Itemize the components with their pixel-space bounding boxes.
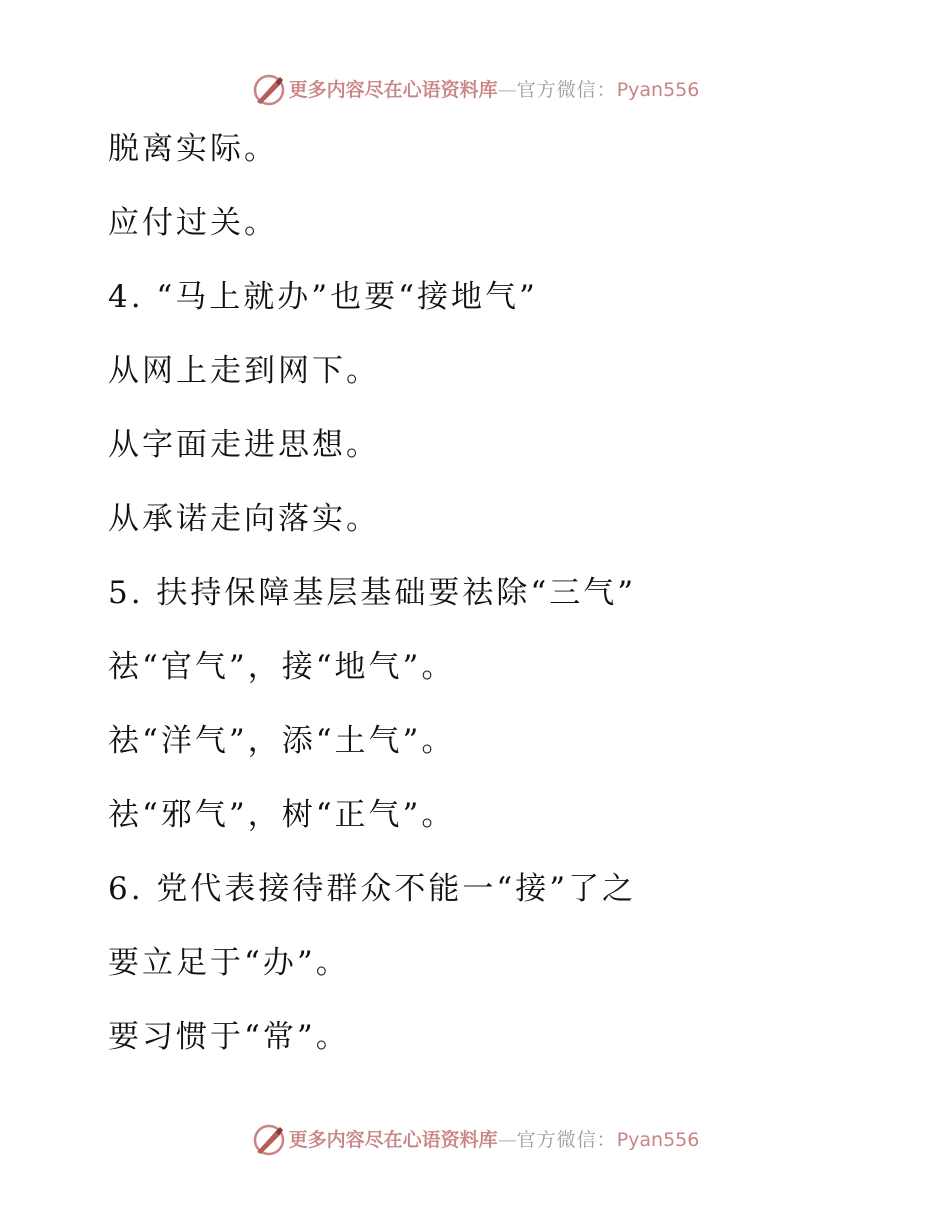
watermark-dash: — <box>497 1129 517 1151</box>
watermark-wechat-id: Pyan556 <box>616 79 700 101</box>
header-watermark <box>0 72 950 108</box>
watermark-dash: — <box>497 79 517 101</box>
section-heading: 6. 党代表接待群众不能一“接”了之 <box>108 871 637 907</box>
text-line: 脱离实际。 <box>108 131 278 167</box>
watermark-official-label: 官方微信： <box>516 79 617 101</box>
text-line: 祛“邪气”，树“正气”。 <box>108 797 456 833</box>
text-line: 从网上走到网下。 <box>108 353 380 389</box>
pen-logo-icon <box>251 1122 287 1158</box>
footer-watermark <box>0 1122 950 1158</box>
text-line: 要习惯于“常”。 <box>108 1019 350 1055</box>
document-body <box>108 124 908 1086</box>
watermark-wechat-id: Pyan556 <box>616 1129 700 1151</box>
watermark-main-text: 更多内容尽在心语资料库 <box>288 79 498 101</box>
text-line: 要立足于“办”。 <box>108 945 350 981</box>
section-heading: 5. 扶持保障基层基础要祛除“三气” <box>108 575 637 611</box>
text-line: 从字面走进思想。 <box>108 427 380 463</box>
watermark-official-label: 官方微信： <box>516 1129 617 1151</box>
pen-logo-icon <box>251 72 287 108</box>
text-line: 应付过关。 <box>108 205 278 241</box>
text-line: 祛“官气”，接“地气”。 <box>108 649 456 685</box>
text-line: 祛“洋气”，添“土气”。 <box>108 723 456 759</box>
text-line: 从承诺走向落实。 <box>108 501 380 537</box>
watermark-main-text: 更多内容尽在心语资料库 <box>288 1129 498 1151</box>
section-heading: 4. “马上就办”也要“接地气” <box>108 279 538 315</box>
